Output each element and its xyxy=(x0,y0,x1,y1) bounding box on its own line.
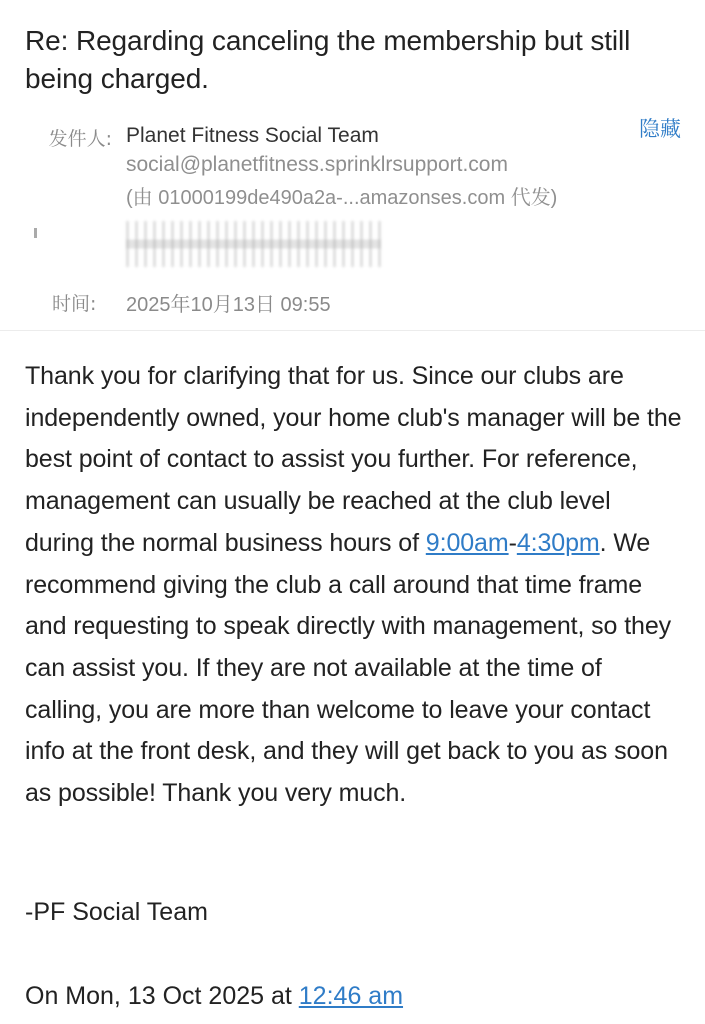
redacted-mark xyxy=(34,228,37,238)
hide-details-link[interactable]: 隐藏 xyxy=(639,118,681,141)
quote-prefix: On Mon, 13 Oct 2025 at xyxy=(25,982,299,1010)
redacted-recipient xyxy=(126,221,381,267)
quoted-header xyxy=(25,982,403,1011)
time-value: 2025年10月13日 09:55 xyxy=(126,294,331,316)
sender-via: (由 01000199de490a2a-...amazonses.com 代发) xyxy=(126,187,558,209)
time-label: 时间: xyxy=(52,293,97,315)
sender-email[interactable]: social@planetfitness.sprinklrsupport.com xyxy=(126,153,508,176)
body-text-part1: Thank you for clarifying that for us. Since our clubs are independently owned, your home club's manager will be the best point of contact to assist you further. For reference, management can usually be reached at the club level during the normal business hours of xyxy=(25,362,682,557)
email-signoff: -PF Social Team xyxy=(25,898,208,926)
from-label: 发件人: xyxy=(48,128,112,150)
body-text-part2: . We recommend giving the club a call around that time frame and requesting to speak directly with management, so they can assist you. If they are not available at the time of calling, you are more than welcome to leave your contact info at the front desk, and they will get back to you as soon as possible! Thank you very much. xyxy=(25,528,672,808)
sender-name[interactable]: Planet Fitness Social Team xyxy=(126,124,379,147)
quote-time-link[interactable]: 12:46 am xyxy=(298,982,404,1010)
business-hours-end-link[interactable]: 4:30pm xyxy=(516,528,600,557)
business-hours-start-link[interactable]: 9:00am xyxy=(425,528,509,557)
email-subject: Re: Regarding canceling the membership but still being charged. xyxy=(25,25,631,94)
email-body xyxy=(25,356,685,815)
link-separator: - xyxy=(508,528,517,557)
header-divider xyxy=(0,330,705,331)
